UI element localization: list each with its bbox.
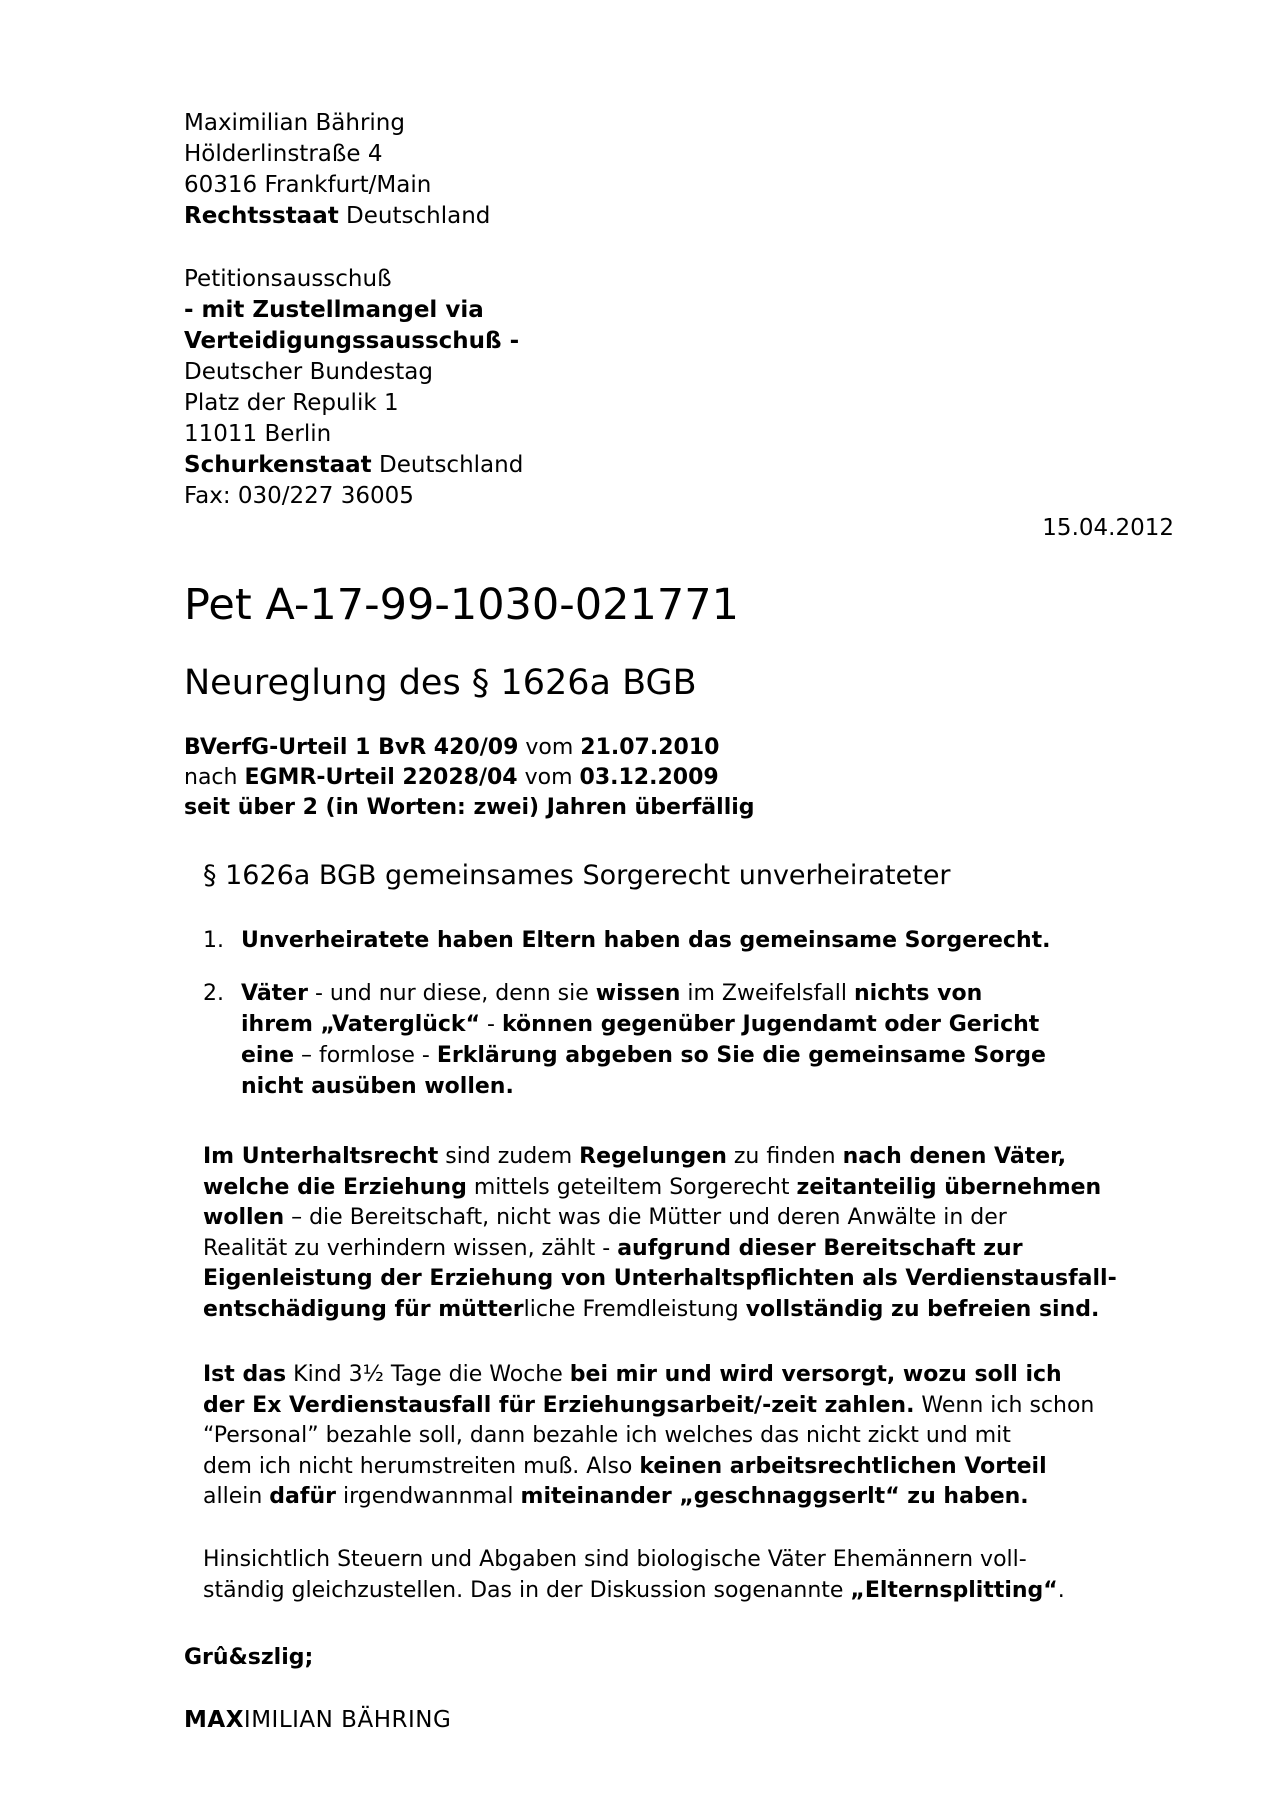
text-bold: nichts von xyxy=(853,981,983,1006)
list-item-line: nicht ausüben wollen. xyxy=(241,1074,514,1099)
text-bold: welche die Erziehung xyxy=(203,1174,467,1200)
paragraph-line: Hinsichtlich Steuern und Abgaben sind biologische Väter Ehemännern voll- xyxy=(203,1547,1027,1572)
list-item-line xyxy=(241,978,1051,1009)
text-bold: können gegenüber Jugendamt oder Gericht xyxy=(501,1012,1040,1037)
paragraph-taxes xyxy=(203,1545,1065,1606)
section-title: § 1626a BGB gemeinsames Sorgerecht unverheirateter xyxy=(203,860,951,891)
text: - und nur diese, denn sie xyxy=(307,981,596,1006)
reference-line xyxy=(184,733,755,763)
sender-name: Maximilian Bähring xyxy=(184,110,405,136)
reference-bold: 03.12.2009 xyxy=(579,765,719,790)
sender-country-bold: Rechtsstaat xyxy=(184,203,339,229)
text-bold: Regelungen xyxy=(579,1144,727,1169)
text-bold: Im Unterhaltsrecht xyxy=(203,1144,439,1169)
text: Kind 3½ Tage die Woche xyxy=(286,1362,570,1387)
text-bold: ihrem „Vaterglück“ xyxy=(241,1012,481,1037)
reference-bold: EGMR-Urteil 22028/04 xyxy=(244,765,518,790)
reference-overdue: seit über 2 (in Worten: zwei) Jahren überfällig xyxy=(184,795,755,820)
paragraph-line xyxy=(203,1360,1094,1391)
paragraph-line xyxy=(203,1391,1094,1422)
text-bold: entschädigung für mütter xyxy=(203,1296,524,1322)
reference-text: vom xyxy=(517,765,580,790)
recipient-line: Petitionsausschuß xyxy=(184,266,392,292)
petition-number: Pet A-17-99-1030-021771 xyxy=(184,580,739,630)
list-item xyxy=(203,978,1051,1102)
text: dem ich nicht herumstreiten muß. Also xyxy=(203,1453,640,1479)
text-bold: Väter xyxy=(241,981,308,1006)
letter-heading: Neureglung des § 1626a BGB xyxy=(184,663,697,703)
paragraph-line xyxy=(203,1173,1117,1204)
paragraph-line xyxy=(203,1576,1065,1607)
paragraph-line xyxy=(203,1234,1117,1265)
text: mittels geteiltem Sorgerecht xyxy=(466,1174,797,1200)
recipient-address xyxy=(184,264,523,512)
paragraph-line xyxy=(203,1295,1117,1326)
reference-bold: 21.07.2010 xyxy=(580,735,720,760)
text-bold: eine xyxy=(241,1043,295,1068)
text-bold: vollständig zu befreien sind. xyxy=(745,1296,1100,1322)
text: Wenn ich schon xyxy=(914,1392,1095,1418)
recipient-line: Verteidigungssausschuß - xyxy=(184,328,520,354)
text: im Zweifelsfall xyxy=(680,981,854,1006)
signature-bold: MAX xyxy=(184,1707,244,1733)
reference-text: nach xyxy=(184,765,245,790)
sender-country-rest: Deutschland xyxy=(338,203,491,229)
signature-name xyxy=(184,1705,451,1736)
text-bold: Erklärung abgeben so Sie die gemeinsame Sorge xyxy=(436,1043,1046,1068)
signature-rest: IMILIAN BÄHRING xyxy=(243,1707,452,1733)
text-bold: Ist das xyxy=(203,1362,287,1387)
recipient-line: 11011 Berlin xyxy=(184,421,332,447)
text-bold: wollen xyxy=(203,1205,285,1230)
text: . xyxy=(1057,1577,1065,1603)
list-item-text: Unverheiratete haben Eltern haben das gemeinsame Sorgerecht. xyxy=(241,928,1051,953)
paragraph-line: “Personal” bezahle soll, dann bezahle ich welches das nicht zickt und mit xyxy=(203,1423,1011,1448)
text-bold: dafür xyxy=(269,1484,336,1509)
list-item xyxy=(203,925,1051,956)
text: – formlose - xyxy=(294,1043,437,1068)
proposal-list xyxy=(203,925,1051,1102)
paragraph-childcare xyxy=(203,1360,1094,1513)
recipient-country xyxy=(184,450,523,481)
sender-city: 60316 Frankfurt/Main xyxy=(184,172,432,198)
text: zu finden xyxy=(726,1144,843,1169)
recipient-line: Deutscher Bundestag xyxy=(184,359,433,385)
text-bold: zeitanteilig übernehmen xyxy=(796,1174,1102,1200)
recipient-country-rest: Deutschland xyxy=(371,452,524,478)
paragraph-line xyxy=(203,1482,1094,1513)
paragraph-line: Eigenleistung der Erziehung von Unterhaltspflichten als Verdienstausfall- xyxy=(203,1266,1117,1291)
recipient-country-bold: Schurkenstaat xyxy=(184,452,372,478)
closing-greeting: Grû&szlig; xyxy=(184,1645,314,1670)
text-bold: keinen arbeitsrechtlichen Vorteil xyxy=(639,1453,1047,1479)
text-bold: der Ex Verdienstausfall für Erziehungsarbeit/-zeit zahlen. xyxy=(203,1392,915,1418)
reference-text: vom xyxy=(518,735,581,760)
list-item-line xyxy=(241,1009,1051,1040)
text-bold: nach denen Väter, xyxy=(842,1144,1067,1169)
text: sind zudem xyxy=(438,1144,580,1169)
list-number: 2. xyxy=(203,981,224,1006)
sender-country xyxy=(184,201,490,232)
sender-street: Hölderlinstraße 4 xyxy=(184,141,383,167)
reference-line xyxy=(184,763,755,793)
paragraph-maintenance-law xyxy=(203,1142,1117,1325)
text-bold: bei mir und wird versorgt, wozu soll ich xyxy=(569,1362,1062,1387)
text: Realität zu verhindern wissen, zählt - xyxy=(203,1235,618,1261)
reference-bold: BVerfG-Urteil 1 BvR 420/09 xyxy=(184,735,519,760)
text-bold: miteinander „geschnaggserlt“ zu haben. xyxy=(520,1484,1029,1509)
letter-date: 15.04.2012 xyxy=(1042,515,1174,541)
text-bold: „Elternsplitting“ xyxy=(850,1577,1058,1603)
text-bold: aufgrund dieser Bereitschaft zur xyxy=(617,1235,1023,1261)
recipient-line: - mit Zustellmangel via xyxy=(184,297,484,323)
list-number: 1. xyxy=(203,928,224,953)
text: irgendwannmal xyxy=(335,1484,521,1509)
text: allein xyxy=(203,1484,270,1509)
list-item-line xyxy=(241,1040,1051,1071)
recipient-line: Platz der Repulik 1 xyxy=(184,390,399,416)
text: ständig gleichzustellen. Das in der Diskussion sogenannte xyxy=(203,1577,851,1603)
text: – die Bereitschaft, nicht was die Mütter und deren Anwälte in der xyxy=(284,1205,1007,1230)
text: - xyxy=(480,1012,502,1037)
paragraph-line xyxy=(203,1203,1117,1234)
court-references xyxy=(184,733,755,823)
text-bold: wissen xyxy=(595,981,681,1006)
sender-address xyxy=(184,108,490,232)
paragraph-line xyxy=(203,1452,1094,1483)
paragraph-line xyxy=(203,1142,1117,1173)
recipient-fax: Fax: 030/227 36005 xyxy=(184,483,414,509)
text: liche Fremdleistung xyxy=(523,1296,746,1322)
